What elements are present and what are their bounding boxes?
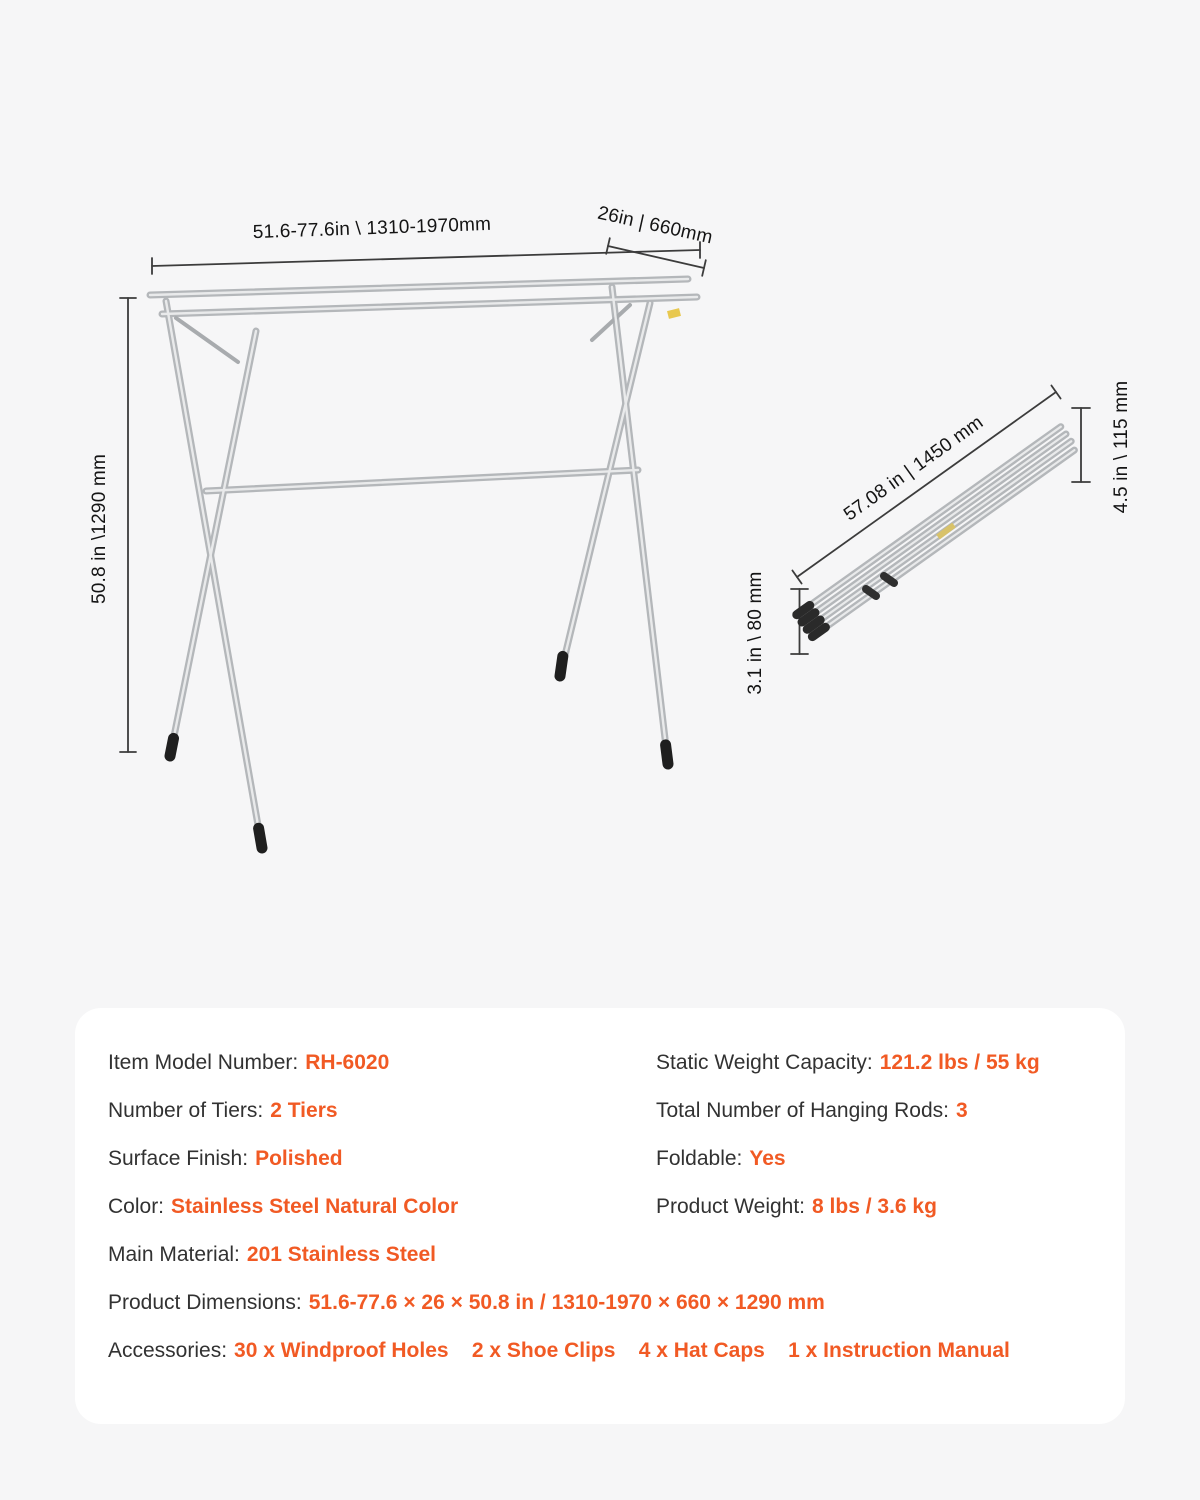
- spec-value: 30 x Windproof Holes 2 x Shoe Clips 4 x Hat Caps 1 x Instruction Manual: [234, 1339, 1010, 1362]
- height-dimension-label: 50.8 in \1290 mm: [89, 454, 110, 605]
- spec-value: 201 Stainless Steel: [246, 1243, 437, 1266]
- spec-value: 51.6-77.6 × 26 × 50.8 in / 1310-1970 × 660 × 1290 mm: [308, 1291, 825, 1314]
- spec-surface-finish: [108, 1135, 656, 1183]
- spec-label: Main Material:: [108, 1243, 240, 1266]
- spec-main-material: [108, 1231, 1097, 1279]
- spec-value: 8 lbs / 3.6 kg: [812, 1195, 937, 1218]
- spec-color: [108, 1183, 656, 1231]
- spec-label: Number of Tiers:: [108, 1099, 264, 1122]
- depth-dimension-label: 26in | 660mm: [595, 202, 715, 249]
- expanded-rack: [150, 279, 697, 848]
- folded-depth-dimension-label: 3.1 in \ 80 mm: [745, 571, 766, 695]
- spec-label: Accessories:: [108, 1339, 228, 1362]
- spec-foldable: [656, 1135, 1097, 1183]
- spec-accessories: [108, 1327, 1097, 1375]
- spec-label: Static Weight Capacity:: [656, 1051, 873, 1074]
- spec-value: Polished: [255, 1147, 343, 1170]
- spec-label: Foldable:: [656, 1147, 743, 1170]
- specification-card: [75, 1008, 1125, 1424]
- spec-product-weight: [656, 1183, 1097, 1231]
- spec-static-weight-capacity: [656, 1039, 1097, 1087]
- spec-label: Item Model Number:: [108, 1051, 299, 1074]
- spec-item-model-number: [108, 1039, 656, 1087]
- spec-value: Yes: [749, 1147, 786, 1170]
- specification-grid: [108, 1039, 1097, 1375]
- spec-label: Total Number of Hanging Rods:: [656, 1099, 949, 1122]
- folded-length-dimension-label: 57.08 in | 1450 mm: [840, 411, 988, 526]
- spec-number-of-tiers: [108, 1087, 656, 1135]
- folded-height-dimension-label: 4.5 in \ 115 mm: [1111, 380, 1132, 514]
- spec-label: Product Dimensions:: [108, 1291, 302, 1314]
- spec-value: 3: [956, 1099, 968, 1122]
- spec-value: 121.2 lbs / 55 kg: [879, 1051, 1040, 1074]
- spec-value: RH-6020: [305, 1051, 390, 1074]
- spec-label: Surface Finish:: [108, 1147, 249, 1170]
- spec-label: Color:: [108, 1195, 165, 1218]
- spec-value: Stainless Steel Natural Color: [171, 1195, 459, 1218]
- spec-value: 2 Tiers: [270, 1099, 338, 1122]
- width-dimension-label: 51.6-77.6in \ 1310-1970mm: [252, 213, 492, 244]
- spec-label: Product Weight:: [656, 1195, 806, 1218]
- warning-sticker: [668, 312, 680, 315]
- spec-product-dimensions: [108, 1279, 1097, 1327]
- spec-total-hanging-rods: [656, 1087, 1097, 1135]
